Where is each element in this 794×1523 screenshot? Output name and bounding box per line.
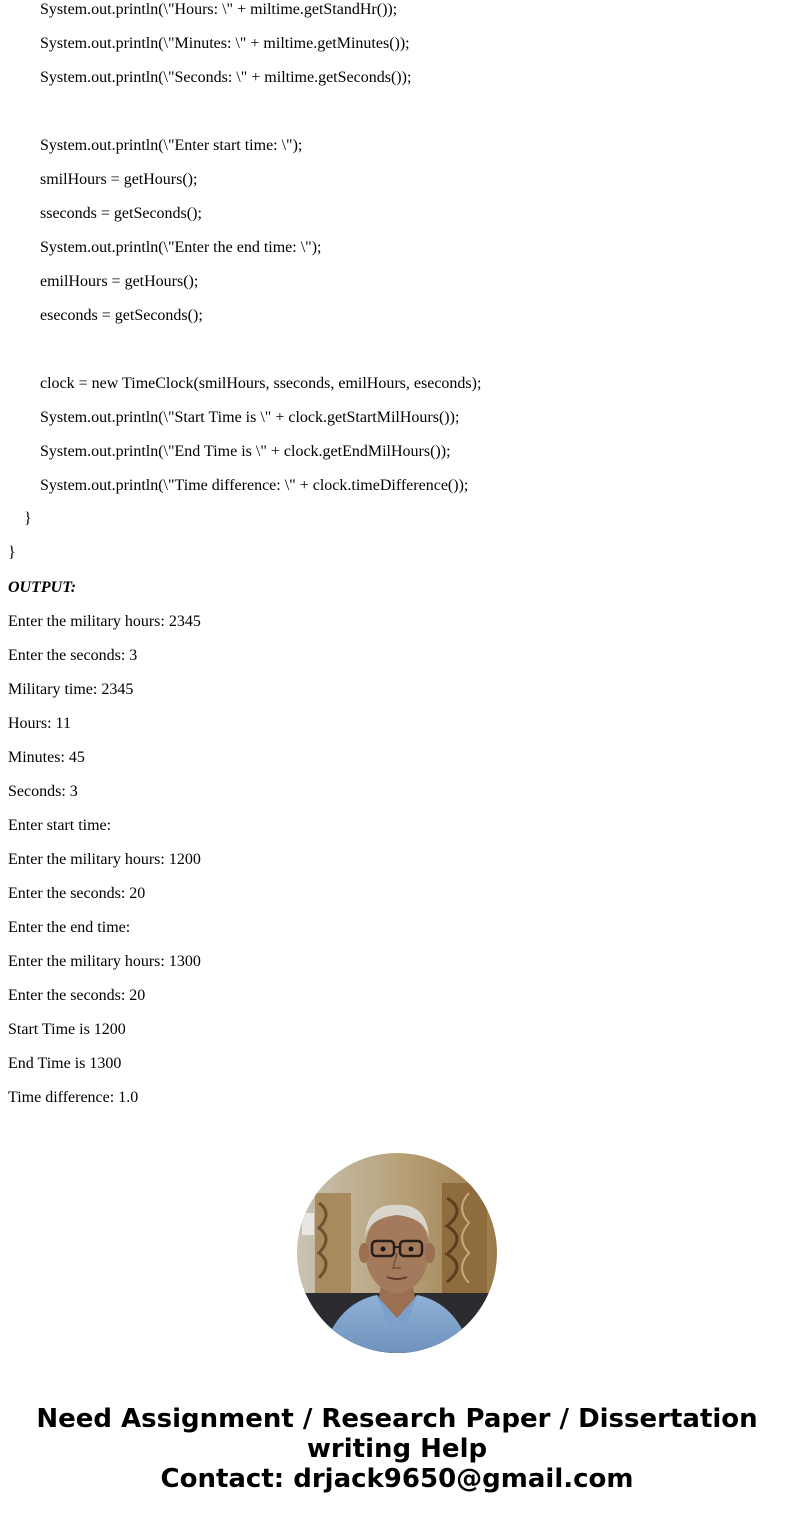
code-line: System.out.println(\"Enter start time: \");	[8, 137, 303, 154]
output-line: Enter the military hours: 2345	[8, 613, 201, 630]
promo-subheading: writing Help	[306, 1434, 488, 1464]
output-line: Seconds: 3	[8, 783, 78, 800]
code-line: }	[8, 510, 32, 527]
code-line: System.out.println(\"End Time is \" + clock.getEndMilHours());	[8, 443, 451, 460]
code-line: System.out.println(\"Hours: \" + miltime.getStandHr());	[8, 1, 398, 18]
output-line: Enter the end time:	[8, 919, 131, 936]
output-line: Minutes: 45	[8, 749, 85, 766]
promo-heading: Need Assignment / Research Paper / Dissertation	[36, 1404, 758, 1434]
output-line: Hours: 11	[8, 715, 71, 732]
code-line: System.out.println(\"Time difference: \" + clock.timeDifference());	[8, 477, 469, 494]
output-line: Enter the seconds: 3	[8, 647, 138, 664]
output-line: Enter the seconds: 20	[8, 987, 146, 1004]
output-line: Military time: 2345	[8, 681, 134, 698]
output-heading: OUTPUT:	[8, 579, 77, 596]
output-line: Enter start time:	[8, 817, 112, 834]
code-line: System.out.println(\"Start Time is \" + clock.getStartMilHours());	[8, 409, 460, 426]
output-line: Enter the seconds: 20	[8, 885, 146, 902]
code-line: System.out.println(\"Minutes: \" + miltime.getMinutes());	[8, 35, 410, 52]
output-line: Enter the military hours: 1300	[8, 953, 201, 970]
code-line: }	[8, 544, 16, 561]
output-line: Start Time is 1200	[8, 1021, 126, 1038]
output-line: End Time is 1300	[8, 1055, 122, 1072]
code-line: emilHours = getHours();	[8, 273, 199, 290]
code-line: eseconds = getSeconds();	[8, 307, 203, 324]
code-line: System.out.println(\"Enter the end time: \");	[8, 239, 322, 256]
output-line: Time difference: 1.0	[8, 1089, 139, 1106]
output-line: Enter the military hours: 1200	[8, 851, 201, 868]
code-line: smilHours = getHours();	[8, 171, 198, 188]
promo-contact: Contact: drjack9650@gmail.com	[160, 1464, 634, 1494]
code-line: System.out.println(\"Seconds: \" + miltime.getSeconds());	[8, 69, 412, 86]
code-line: sseconds = getSeconds();	[8, 205, 202, 222]
author-avatar	[297, 1153, 497, 1353]
code-line: clock = new TimeClock(smilHours, sseconds, emilHours, eseconds);	[8, 375, 482, 392]
person-portrait-icon	[297, 1153, 497, 1353]
